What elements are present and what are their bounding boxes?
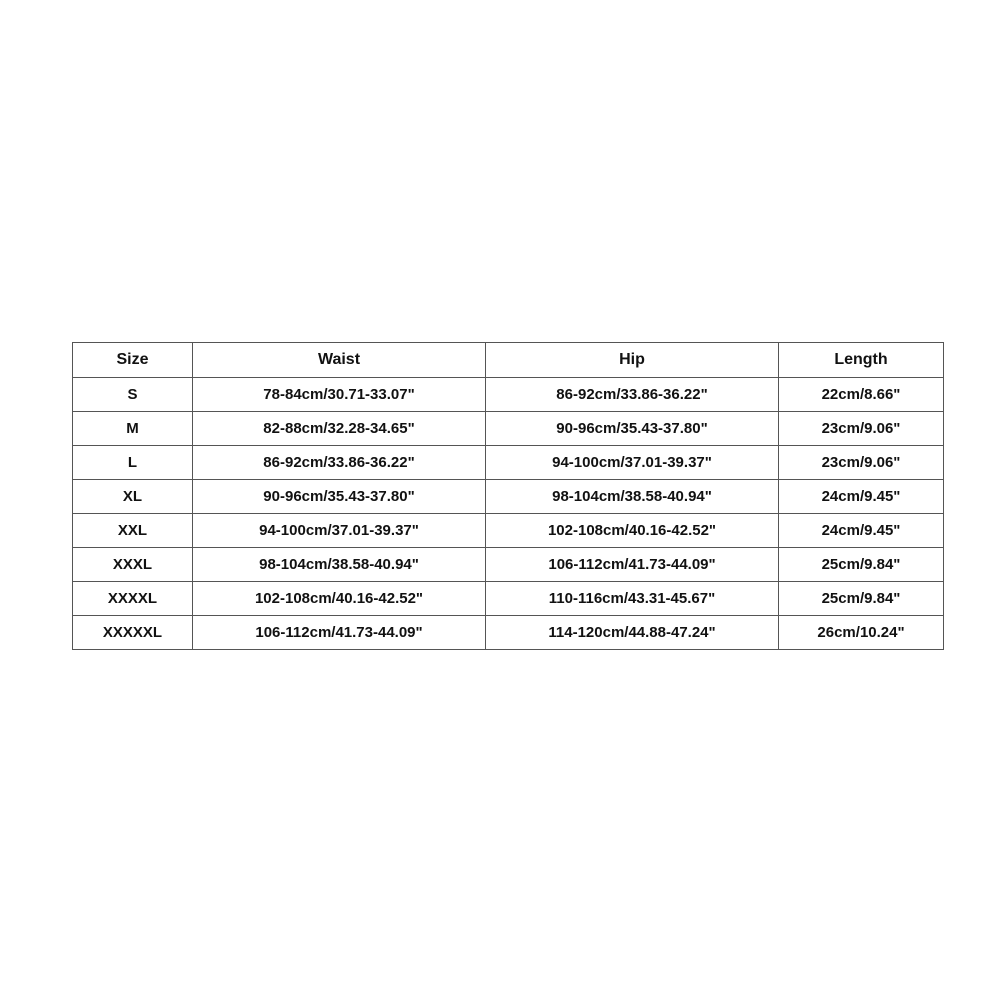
table-row: [73, 412, 944, 446]
cell-waist: 86-92cm/33.86-36.22": [193, 446, 486, 480]
cell-waist: 82-88cm/32.28-34.65": [193, 412, 486, 446]
cell-size: XXXXXL: [73, 616, 193, 650]
cell-size: XXXL: [73, 548, 193, 582]
cell-length: 23cm/9.06": [779, 412, 944, 446]
cell-waist: 90-96cm/35.43-37.80": [193, 480, 486, 514]
cell-size: L: [73, 446, 193, 480]
cell-length: 22cm/8.66": [779, 378, 944, 412]
cell-hip: 86-92cm/33.86-36.22": [486, 378, 779, 412]
cell-hip: 94-100cm/37.01-39.37": [486, 446, 779, 480]
cell-length: 25cm/9.84": [779, 548, 944, 582]
cell-size: XXXXL: [73, 582, 193, 616]
cell-length: 23cm/9.06": [779, 446, 944, 480]
size-chart-table: [72, 342, 944, 650]
table-row: [73, 582, 944, 616]
cell-waist: 106-112cm/41.73-44.09": [193, 616, 486, 650]
table-row: [73, 514, 944, 548]
cell-size: XL: [73, 480, 193, 514]
cell-waist: 78-84cm/30.71-33.07": [193, 378, 486, 412]
cell-hip: 106-112cm/41.73-44.09": [486, 548, 779, 582]
cell-hip: 114-120cm/44.88-47.24": [486, 616, 779, 650]
cell-hip: 110-116cm/43.31-45.67": [486, 582, 779, 616]
cell-length: 26cm/10.24": [779, 616, 944, 650]
cell-length: 25cm/9.84": [779, 582, 944, 616]
cell-size: S: [73, 378, 193, 412]
header-length: Length: [779, 343, 944, 378]
cell-waist: 102-108cm/40.16-42.52": [193, 582, 486, 616]
cell-hip: 90-96cm/35.43-37.80": [486, 412, 779, 446]
table-row: [73, 480, 944, 514]
table-row: [73, 548, 944, 582]
table-row: [73, 446, 944, 480]
cell-hip: 102-108cm/40.16-42.52": [486, 514, 779, 548]
cell-length: 24cm/9.45": [779, 480, 944, 514]
cell-size: XXL: [73, 514, 193, 548]
cell-waist: 94-100cm/37.01-39.37": [193, 514, 486, 548]
cell-length: 24cm/9.45": [779, 514, 944, 548]
size-chart-container: [72, 342, 943, 650]
cell-hip: 98-104cm/38.58-40.94": [486, 480, 779, 514]
table-row: [73, 378, 944, 412]
header-waist: Waist: [193, 343, 486, 378]
cell-size: M: [73, 412, 193, 446]
header-row: [73, 343, 944, 378]
cell-waist: 98-104cm/38.58-40.94": [193, 548, 486, 582]
header-size: Size: [73, 343, 193, 378]
header-hip: Hip: [486, 343, 779, 378]
table-row: [73, 616, 944, 650]
